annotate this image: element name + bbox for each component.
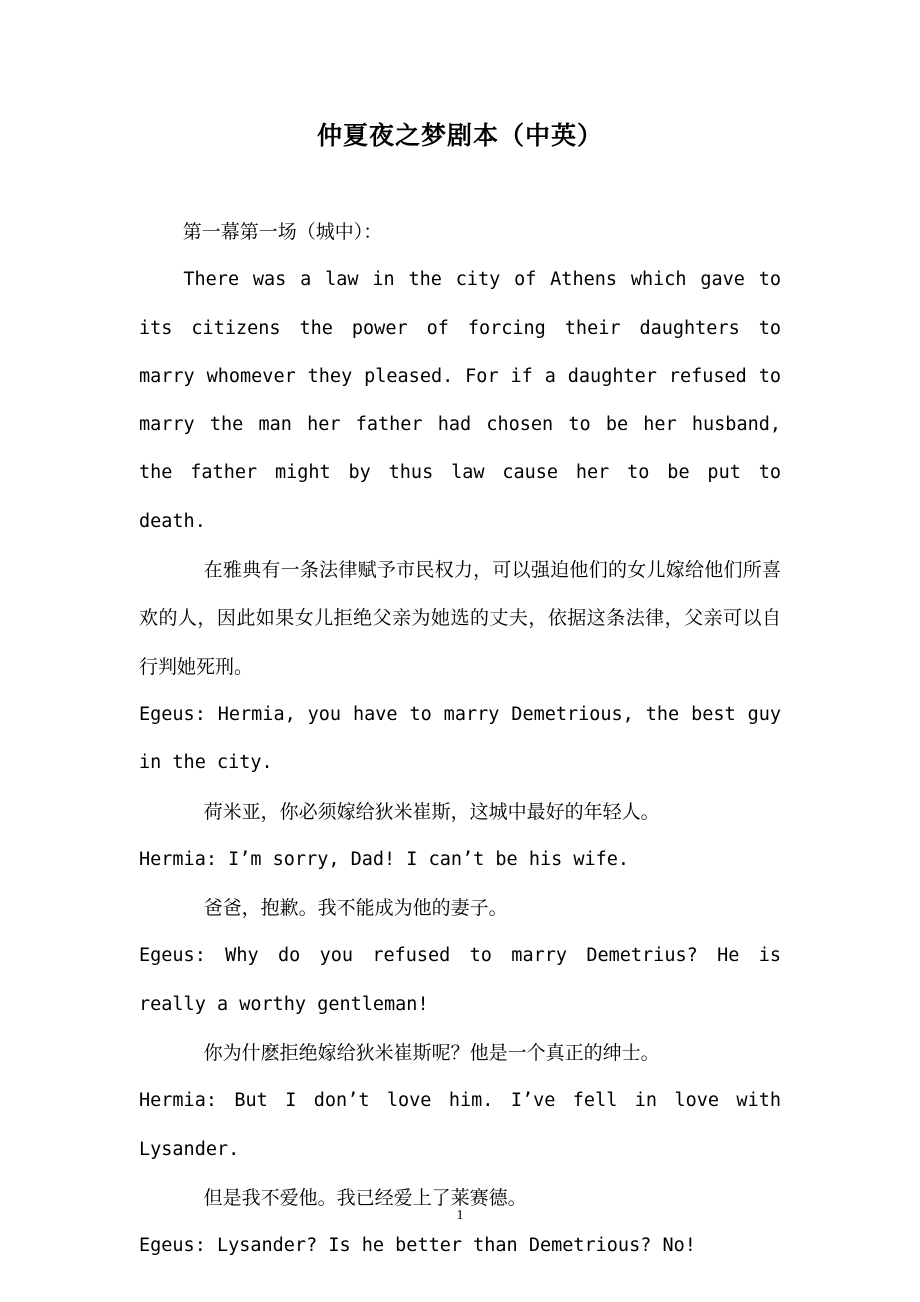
narration-english: There was a law in the city of Athens which gave to its citizens the power of forcing their daughters to marry whomever they pleased. For if a daughter refused to marry the man her father had chosen to be her husband, the father might by thus law cause her to be put to death. <box>139 269 781 532</box>
dialogue-line-english: Hermia: I’m sorry, Dad! I can’t be his wife. <box>139 848 630 870</box>
dialogue-line-chinese: 但是我不爱他。我已经爱上了莱赛德。 <box>203 1186 527 1209</box>
narration-chinese: 在雅典有一条法律赋予市民权力，可以强迫他们的女儿嫁给他们所喜欢的人，因此如果女儿拒绝父亲为她选的丈夫，依据这条法律，父亲可以自行判她死刑。 <box>139 559 781 678</box>
scene-heading: 第一幕第一场（城中）： <box>182 221 383 243</box>
dialogue-line-chinese: 你为什麽拒绝嫁给狄米崔斯呢？他是一个真正的绅士。 <box>203 1042 660 1065</box>
dialogue-line-chinese: 荷米亚，你必须嫁给狄米崔斯，这城中最好的年轻人。 <box>203 800 660 823</box>
document-body <box>139 208 781 1271</box>
page-number: 1 <box>456 1208 464 1223</box>
dialogue-line-english: Egeus: Lysander? Is he better than Demetrious? No! <box>139 1235 696 1257</box>
dialogue-line-english: Hermia: But I don’t love him. I’ve fell in love with Lysander. <box>139 1090 781 1160</box>
dialogue-line-english: Egeus: Why do you refused to marry Demetrius? He is really a worthy gentleman! <box>139 945 781 1015</box>
dialogue-line-english: Egeus: Hermia, you have to marry Demetrious, the best guy in the city. <box>139 703 781 774</box>
document-title: 仲夏夜之梦剧本（中英） <box>316 121 603 150</box>
dialogue-line-chinese: 爸爸，抱歉。我不能成为他的妻子。 <box>203 897 508 920</box>
